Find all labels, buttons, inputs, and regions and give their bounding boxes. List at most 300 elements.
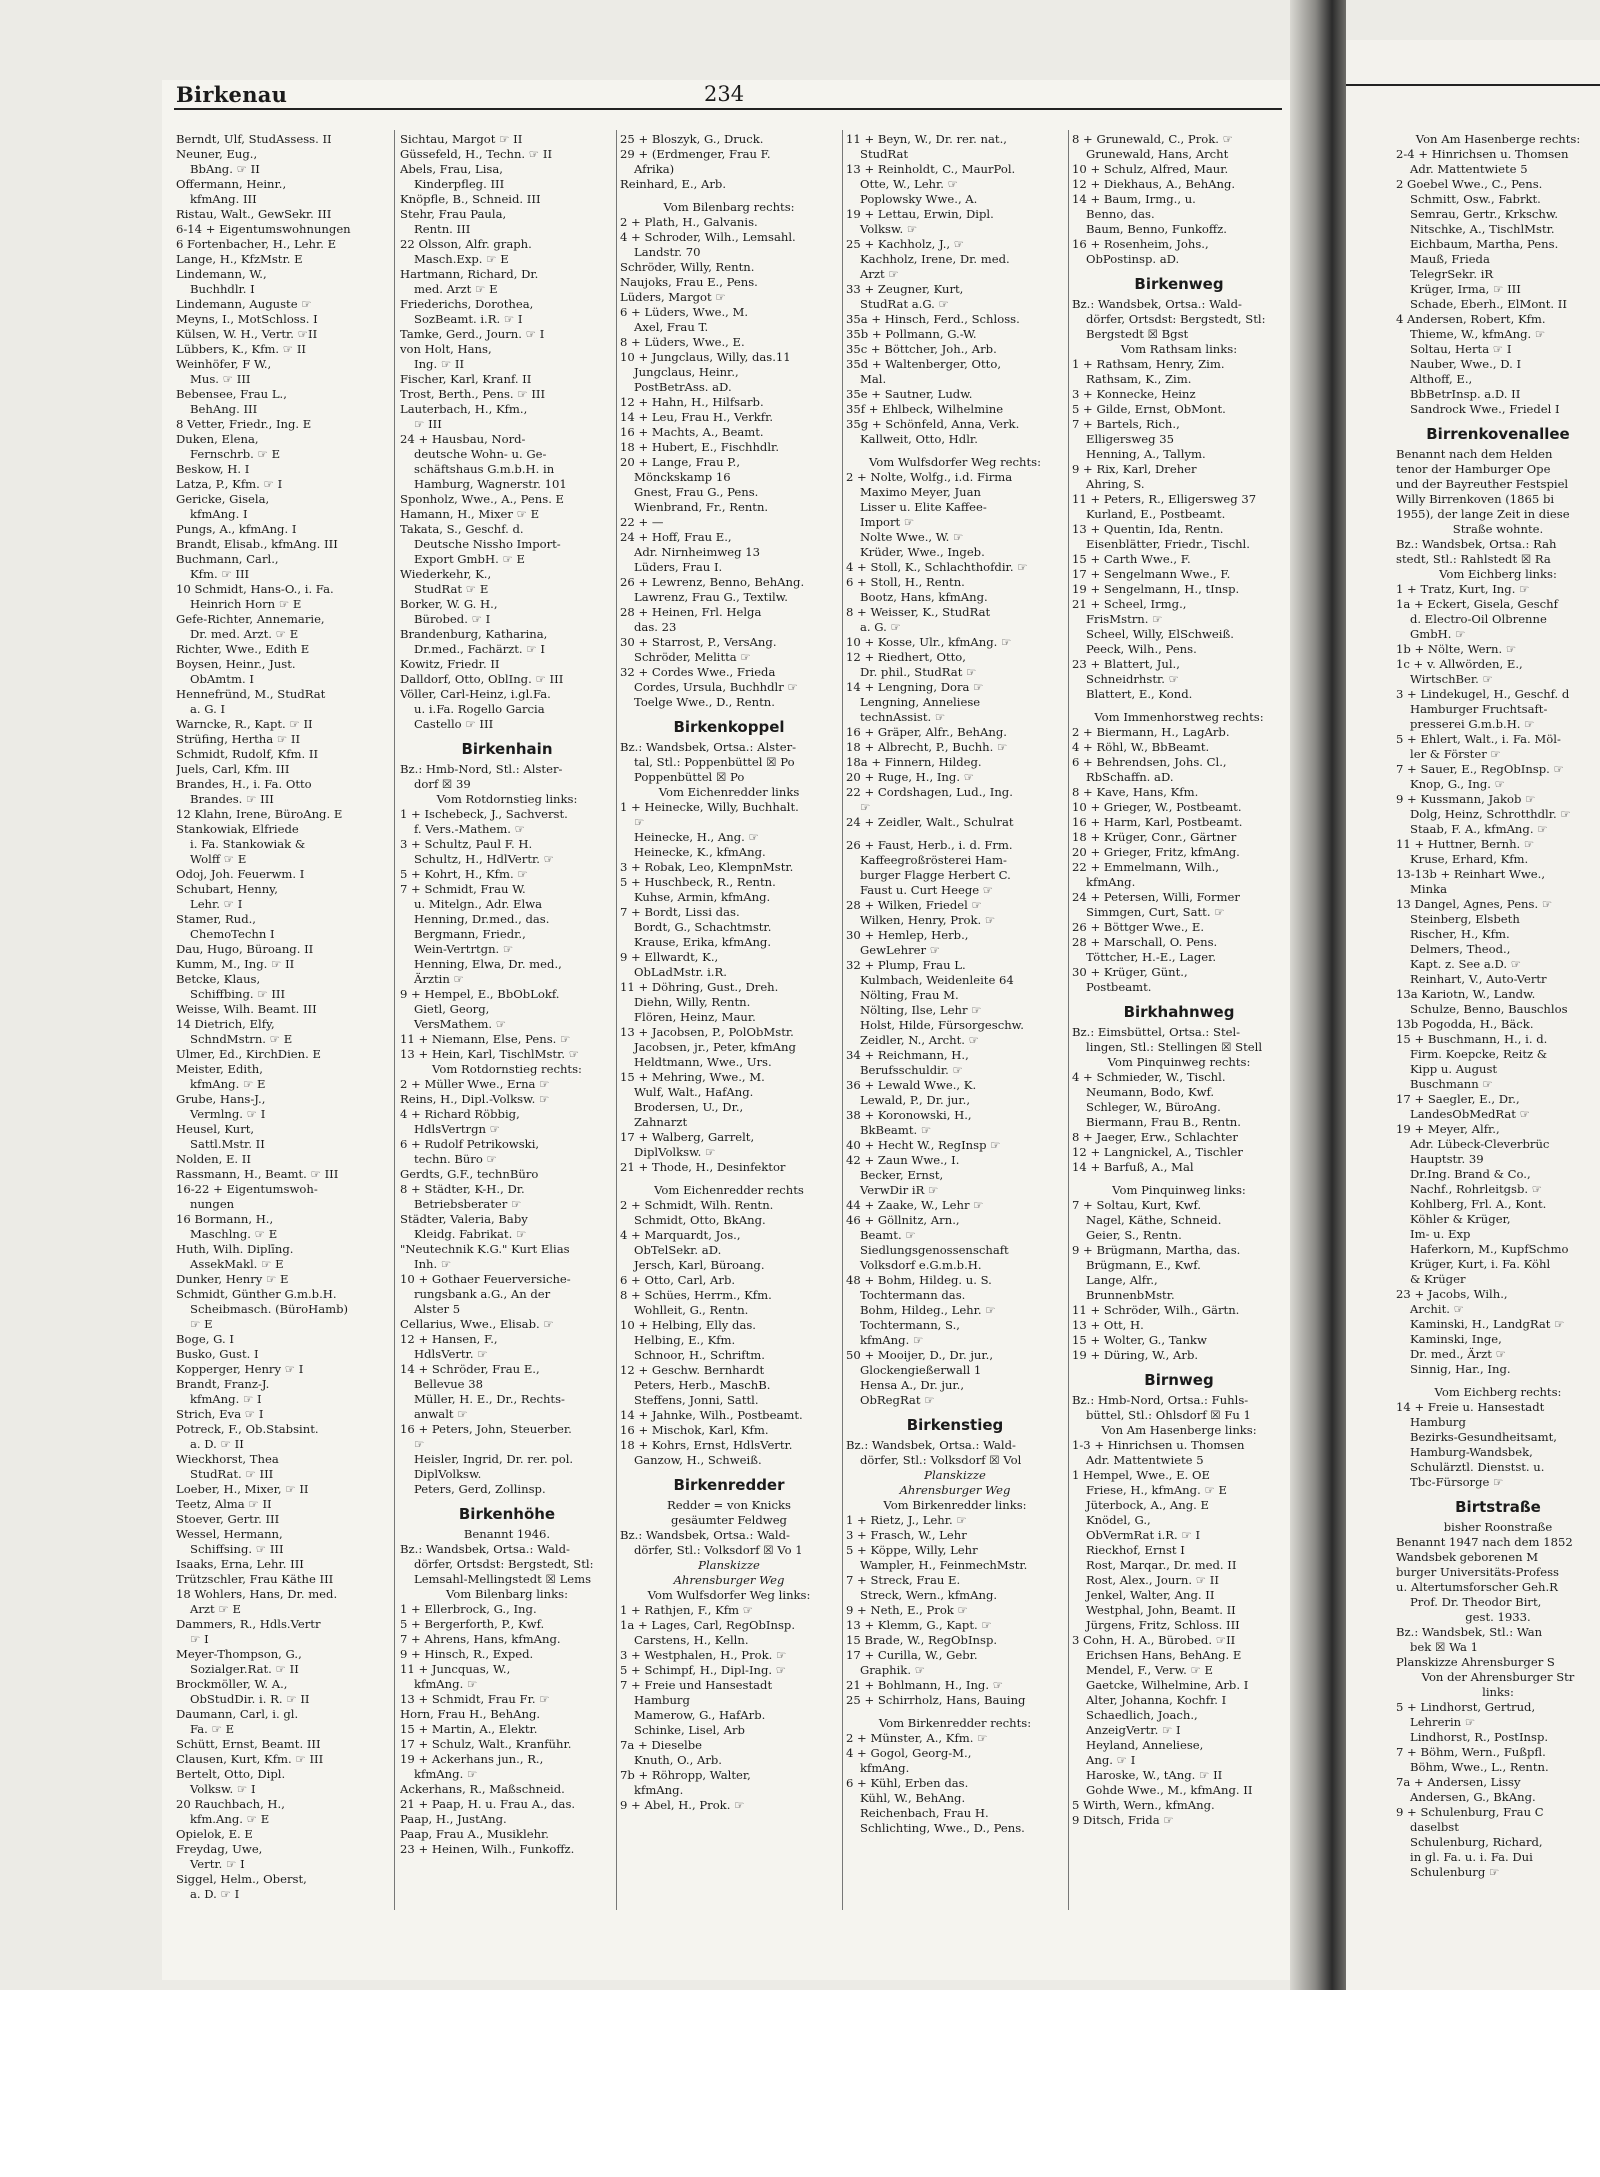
directory-entry-continuation: ☞ E — [190, 1317, 213, 1331]
directory-column-4 — [846, 132, 1064, 1836]
directory-entry: 28 + Heinen, Frl. Helga — [620, 605, 762, 619]
directory-entry: Planskizze Ahrensburger S — [1396, 1655, 1555, 1669]
directory-entry: 32 + Cordes Wwe., Frieda — [620, 665, 776, 679]
directory-entry: 13 + Schmidt, Frau Fr. ☞ — [400, 1692, 550, 1706]
directory-entry: Bebensee, Frau L., — [176, 387, 287, 401]
directory-entry: 16-22 + Eigentumswoh- — [176, 1182, 318, 1196]
directory-entry: Ristau, Walt., GewSekr. III — [176, 207, 332, 221]
street-heading: Birnweg — [1144, 1371, 1214, 1389]
column-rule — [1068, 130, 1069, 1910]
directory-entry-continuation: Rost, Marqar., Dr. med. II — [1086, 1558, 1237, 1572]
street-heading: Birkenkoppel — [673, 718, 785, 736]
directory-entry: Bz.: Wandsbek, Ortsa.: Wald- — [400, 1542, 570, 1556]
directory-entry: 25 + Schirrholz, Hans, Bauing — [846, 1693, 1026, 1707]
directory-entry-continuation: nungen — [190, 1197, 235, 1211]
directory-entry-continuation: a. G. I — [190, 702, 226, 716]
directory-entry: Meister, Edith, — [176, 1062, 263, 1076]
directory-entry-continuation: Volksw. ☞ — [860, 222, 918, 236]
directory-entry: Borker, W. G. H., — [400, 597, 498, 611]
directory-entry-continuation: Gaetcke, Wilhelmine, Arb. I — [1086, 1678, 1249, 1692]
directory-entry: 15 Brade, W., RegObInsp. — [846, 1633, 998, 1647]
directory-entry: 21 + Thode, H., Desinfektor — [620, 1160, 786, 1174]
directory-entry-continuation: HdlsVertr. ☞ — [414, 1347, 488, 1361]
directory-entry-continuation: GmbH. ☞ — [1410, 627, 1466, 641]
directory-entry-continuation: Ärztin ☞ — [414, 972, 464, 986]
directory-entry: 16 Bormann, H., — [176, 1212, 274, 1226]
directory-entry: u. Altertumsforscher Geh.R — [1396, 1580, 1558, 1594]
directory-entry-continuation: Steffens, Jonni, Sattl. — [634, 1393, 759, 1407]
directory-entry-continuation: Grunewald, Hans, Archt — [1086, 147, 1229, 161]
directory-entry-continuation: Fernschrb. ☞ E — [190, 447, 281, 461]
directory-entry: 14 + Leu, Frau H., Verkfr. — [620, 410, 774, 424]
directory-entry: Huth, Wilh. Diplīng. — [176, 1242, 294, 1256]
directory-entry: 35b + Pollmann, G.-W. — [846, 327, 977, 341]
spacer — [1396, 1377, 1600, 1385]
directory-entry-continuation: TelegrSekr. iR — [1410, 267, 1494, 281]
directory-entry-continuation: Diehn, Willy, Rentn. — [634, 995, 751, 1009]
directory-entry: Meyer-Thompson, G., — [176, 1647, 302, 1661]
directory-entry-continuation: Landstr. 70 — [634, 245, 701, 259]
directory-entry-continuation: Schnoor, H., Schriftm. — [634, 1348, 765, 1362]
directory-entry: 25 + Kachholz, J., ☞ — [846, 237, 965, 251]
spacer — [846, 447, 1064, 455]
directory-entry: 6 + Stoll, H., Rentn. — [846, 575, 965, 589]
directory-entry-continuation: Dr.med., Fachärzt. ☞ I — [414, 642, 545, 656]
directory-entry: 3 + Lindekugel, H., Geschf. d — [1396, 687, 1570, 701]
directory-entry: 13a Kariotn, W., Landw. — [1396, 987, 1536, 1001]
directory-entry-continuation: Soltau, Herta ☞ I — [1410, 342, 1512, 356]
section-label: gest. 1933. — [1465, 1610, 1531, 1624]
directory-entry-continuation: daselbst — [1410, 1820, 1459, 1834]
directory-entry-continuation: Steinberg, Elsbeth — [1410, 912, 1520, 926]
directory-entry: 18 + Krüger, Conr., Gärtner — [1072, 830, 1237, 844]
directory-entry: 16 + Rosenheim, Johs., — [1072, 237, 1209, 251]
directory-entry: 22 + — — [620, 515, 664, 529]
directory-entry: 8 Vetter, Friedr., Ing. E — [176, 417, 312, 431]
directory-entry-continuation: AnzeigVertr. ☞ I — [1086, 1723, 1181, 1737]
directory-entry-continuation: Hamburg-Wandsbek, — [1410, 1445, 1533, 1459]
directory-entry: Paap, Frau A., Musiklehr. — [400, 1827, 549, 1841]
directory-entry-continuation: Faust u. Curt Heege ☞ — [860, 883, 994, 897]
directory-entry: 8 + Schües, Herrm., Kfm. — [620, 1288, 772, 1302]
directory-entry: 15 + Mehring, Wwe., M. — [620, 1070, 765, 1084]
directory-entry-continuation: Castello ☞ III — [414, 717, 494, 731]
directory-entry-continuation: Rischer, H., Kfm. — [1410, 927, 1510, 941]
street-heading: Birkhahnweg — [1123, 1003, 1235, 1021]
directory-entry-continuation: Blattert, E., Kond. — [1086, 687, 1193, 701]
directory-entry: 28 + Wilken, Friedel ☞ — [846, 898, 982, 912]
directory-entry-continuation: Kapt. z. See a.D. ☞ — [1410, 957, 1522, 971]
directory-entry-continuation: Import ☞ — [860, 515, 915, 529]
directory-entry: 14 + Jahnke, Wilh., Postbeamt. — [620, 1408, 803, 1422]
directory-entry-continuation: Jenkel, Walter, Ang. II — [1086, 1588, 1215, 1602]
directory-entry-continuation: BkBeamt. ☞ — [860, 1123, 932, 1137]
directory-entry: 3 + Schultz, Paul F. H. — [400, 837, 533, 851]
directory-entry-continuation: Volksw. ☞ I — [190, 1782, 256, 1796]
directory-entry: Lüders, Margot ☞ — [620, 290, 726, 304]
directory-entry: Neuner, Eug., — [176, 147, 258, 161]
directory-entry-continuation: BbBetrInsp. a.D. II — [1410, 387, 1521, 401]
directory-entry-continuation: VersMathem. ☞ — [414, 1017, 507, 1031]
directory-entry: Berndt, Ulf, StudAssess. II — [176, 132, 332, 146]
directory-entry-continuation: dörfer, Ortsdst: Bergstedt, Stl: — [1086, 312, 1266, 326]
directory-entry: 13 Dangel, Agnes, Pens. ☞ — [1396, 897, 1553, 911]
directory-entry: 4 + Richard Röbbig, — [400, 1107, 520, 1121]
directory-entry-continuation: Wein-Vertrtgn. ☞ — [414, 942, 514, 956]
directory-entry-continuation: Bezirks-Gesundheitsamt, — [1410, 1430, 1557, 1444]
directory-entry-continuation: Adr. Lübeck-Cleverbrüc — [1410, 1137, 1550, 1151]
directory-entry-continuation: StudRat. ☞ III — [190, 1467, 274, 1481]
directory-entry-continuation: Krause, Erika, kfmAng. — [634, 935, 772, 949]
directory-entry: Lindemann, W., — [176, 267, 267, 281]
directory-entry-continuation: d. Electro-Oil Olbrenne — [1410, 612, 1547, 626]
directory-entry-continuation: Schmidt, Otto, BkAng. — [634, 1213, 766, 1227]
directory-entry: Dunker, Henry ☞ E — [176, 1272, 289, 1286]
directory-entry-continuation: Bürobed. ☞ I — [414, 612, 491, 626]
directory-entry: "Neutechnik K.G." Kurt Elias — [400, 1242, 570, 1256]
directory-entry: Heusel, Kurt, — [176, 1122, 255, 1136]
directory-entry-continuation: tal, Stl.: Poppenbüttel ☒ Po — [634, 755, 795, 769]
directory-entry: 24 + Petersen, Willi, Former — [1072, 890, 1240, 904]
directory-entry-continuation: Archit. ☞ — [1410, 1302, 1465, 1316]
directory-entry: 1 + Heinecke, Willy, Buchhalt. — [620, 800, 799, 814]
directory-entry: 11 + Peters, R., Elligersweg 37 — [1072, 492, 1257, 506]
directory-entry-continuation: ObAmtm. I — [190, 672, 254, 686]
directory-entry-continuation: kfm.Ang. ☞ E — [190, 1812, 270, 1826]
directory-entry-continuation: Schulärztl. Dienstst. u. — [1410, 1460, 1545, 1474]
directory-entry: Wessel, Hermann, — [176, 1527, 283, 1541]
directory-entry-continuation: Bordt, G., Schachtmstr. — [634, 920, 772, 934]
street-heading: Birrenkovenallee — [1426, 425, 1570, 443]
directory-entry-continuation: Ang. ☞ I — [1086, 1753, 1136, 1767]
directory-entry-continuation: Axel, Frau T. — [634, 320, 709, 334]
directory-entry: Bz.: Hmb-Nord, Ortsa.: Fuhls- — [1072, 1393, 1249, 1407]
book-spine-shadow — [1290, 0, 1346, 1990]
directory-entry-continuation: Schulenburg ☞ — [1410, 1865, 1500, 1879]
directory-entry-continuation: Nolte Wwe., W. ☞ — [860, 530, 964, 544]
directory-entry-continuation: GewLehrer ☞ — [860, 943, 941, 957]
directory-entry-continuation: Arzt ☞ — [860, 267, 899, 281]
directory-entry: stedt, Stl.: Rahlstedt ☒ Ra — [1396, 552, 1551, 566]
directory-entry: Trützschler, Frau Käthe III — [176, 1572, 334, 1586]
directory-entry-continuation: Henning, Dr.med., das. — [414, 912, 550, 926]
street-heading: Birkenhöhe — [458, 1505, 556, 1523]
directory-entry-continuation: Nachf., Rohrleitgsb. ☞ — [1410, 1182, 1543, 1196]
section-label: Vom Birkenredder links: — [883, 1498, 1027, 1512]
directory-entry: 9 Ditsch, Frida ☞ — [1072, 1813, 1174, 1827]
directory-entry-continuation: schäftshaus G.m.b.H. in — [414, 462, 555, 476]
directory-entry: Brandenburg, Katharina, — [400, 627, 548, 641]
directory-entry: Lübbers, K., Kfm. ☞ II — [176, 342, 307, 356]
directory-entry-continuation: Schröder, Melitta ☞ — [634, 650, 751, 664]
directory-entry: Latza, P., Kfm. ☞ I — [176, 477, 283, 491]
directory-entry-continuation: Semrau, Gertr., Krkschw. — [1410, 207, 1559, 221]
column-rule — [842, 130, 843, 1910]
directory-entry: 19 + Ackerhans jun., R., — [400, 1752, 544, 1766]
directory-entry-continuation: u. Mitelgn., Adr. Elwa — [414, 897, 543, 911]
directory-entry: Brockmöller, W. A., — [176, 1677, 288, 1691]
directory-entry-continuation: Nagel, Käthe, Schneid. — [1086, 1213, 1222, 1227]
directory-entry: 8 + Kave, Hans, Kfm. — [1072, 785, 1199, 799]
directory-entry: Grube, Hans-J., — [176, 1092, 266, 1106]
section-label: Vom Eichberg links: — [1439, 567, 1557, 581]
directory-entry: 12 + Diekhaus, A., BehAng. — [1072, 177, 1236, 191]
spacer — [620, 192, 838, 200]
directory-entry-continuation: Reinhart, V., Auto-Vertr — [1410, 972, 1547, 986]
directory-entry: 28 + Marschall, O. Pens. — [1072, 935, 1218, 949]
directory-entry: Stehr, Frau Paula, — [400, 207, 507, 221]
directory-entry: 2 + Schmidt, Wilh. Rentn. — [620, 1198, 774, 1212]
directory-entry: 11 + Juncquas, W., — [400, 1662, 511, 1676]
directory-entry-continuation: Nitschke, A., TischlMstr. — [1410, 222, 1555, 236]
directory-entry-continuation: Masch.Exp. ☞ E — [414, 252, 509, 266]
directory-entry-continuation: Betriebsberater ☞ — [414, 1197, 522, 1211]
directory-entry-continuation: Brandes. ☞ III — [190, 792, 274, 806]
section-label: Vom Rotdornstieg rechts: — [432, 1062, 582, 1076]
directory-entry: Ulmer, Ed., KirchDien. E — [176, 1047, 321, 1061]
directory-entry-continuation: kfmAng. ☞ — [414, 1677, 478, 1691]
directory-entry-continuation: Althoff, E., — [1410, 372, 1473, 386]
directory-entry: Boge, G. I — [176, 1332, 234, 1346]
directory-entry-continuation: FrisMstrn. ☞ — [1086, 612, 1163, 626]
directory-entry: Schütt, Ernst, Beamt. III — [176, 1737, 321, 1751]
directory-entry-continuation: Prof. Dr. Theodor Birt, — [1410, 1595, 1542, 1609]
directory-entry-continuation: Kfm. ☞ III — [190, 567, 250, 581]
section-label: Von Am Hasenberge rechts: — [1415, 132, 1581, 146]
directory-entry-continuation: Schiffbing. ☞ III — [190, 987, 286, 1001]
directory-entry: Wieckhorst, Thea — [176, 1452, 279, 1466]
directory-entry: 23 + Blattert, Jul., — [1072, 657, 1180, 671]
directory-entry: 6 + Behrendsen, Johs. Cl., — [1072, 755, 1227, 769]
directory-entry-continuation: Schleger, W., BüroAng. — [1086, 1100, 1221, 1114]
directory-entry: 23 + Jacobs, Wilh., — [1396, 1287, 1508, 1301]
section-label: Vom Birkenredder rechts: — [878, 1716, 1032, 1730]
directory-entry-continuation: Rathsam, K., Zim. — [1086, 372, 1192, 386]
directory-entry-continuation: Helbing, E., Kfm. — [634, 1333, 736, 1347]
directory-entry-continuation: i. Fa. Stankowiak & — [190, 837, 306, 851]
directory-entry: Willy Birrenkoven (1865 bi — [1396, 492, 1555, 506]
directory-entry: Bz.: Hmb-Nord, Stl.: Alster- — [400, 762, 563, 776]
section-label: Redder = von Knicks — [667, 1498, 791, 1512]
directory-entry: Weinhöfer, F W., — [176, 357, 272, 371]
directory-entry: 16 + Machts, A., Beamt. — [620, 425, 764, 439]
directory-entry: 5 + Ehlert, Walt., i. Fa. Möl- — [1396, 732, 1561, 746]
directory-entry-continuation: Zahnarzt — [634, 1115, 688, 1129]
directory-entry: 32 + Plump, Frau L. — [846, 958, 966, 972]
directory-entry: 5 + Bergerforth, P., Kwf. — [400, 1617, 545, 1631]
directory-entry: Reins, H., Dipl.-Volksw. ☞ — [400, 1092, 550, 1106]
directory-entry: 17 + Sengelmann Wwe., F. — [1072, 567, 1231, 581]
directory-entry-continuation: Im- u. Exp — [1410, 1227, 1471, 1241]
directory-entry: 13 + Klemm, G., Kapt. ☞ — [846, 1618, 992, 1632]
directory-entry-continuation: Westphal, John, Beamt. II — [1086, 1603, 1236, 1617]
street-heading: Birkenweg — [1134, 275, 1224, 293]
spacer — [1072, 702, 1286, 710]
directory-entry-continuation: ☞ III — [414, 417, 442, 431]
directory-entry-continuation: LandesObMedRat ☞ — [1410, 1107, 1531, 1121]
directory-entry: 9 + Rix, Karl, Dreher — [1072, 462, 1197, 476]
directory-entry-continuation: Wampler, H., FeinmechMstr. — [860, 1558, 1028, 1572]
directory-entry: 1 + Rathjen, F., Kfm ☞ — [620, 1603, 754, 1617]
spacer — [846, 1708, 1064, 1716]
facing-page-rule — [1346, 84, 1600, 86]
directory-entry: 1c + v. Allwörden, E., — [1396, 657, 1523, 671]
directory-entry-continuation: Adr. Mattentwiete 5 — [1410, 162, 1528, 176]
directory-entry: Lindemann, Auguste ☞ — [176, 297, 312, 311]
directory-entry-continuation: Buchhdlr. I — [190, 282, 255, 296]
directory-entry-continuation: ☞ I — [190, 1632, 209, 1646]
directory-entry: 15 + Wolter, G., Tankw — [1072, 1333, 1207, 1347]
directory-entry: 16 + Harm, Karl, Postbeamt. — [1072, 815, 1243, 829]
directory-entry: 14 + Schröder, Frau E., — [400, 1362, 540, 1376]
directory-entry: 14 + Freie u. Hansestadt — [1396, 1400, 1545, 1414]
directory-entry-continuation: Kallweit, Otto, Hdlr. — [860, 432, 978, 446]
directory-entry: 22 Olsson, Alfr. graph. — [400, 237, 532, 251]
directory-entry: 11 + Beyn, W., Dr. rer. nat., — [846, 132, 1007, 146]
directory-entry: 11 + Niemann, Else, Pens. ☞ — [400, 1032, 571, 1046]
directory-entry-continuation: & Krüger — [1410, 1272, 1466, 1286]
directory-entry: 4 + Stoll, K., Schlachthofdir. ☞ — [846, 560, 1028, 574]
facing-page-column — [1396, 132, 1600, 1880]
directory-entry: Kowitz, Friedr. II — [400, 657, 500, 671]
directory-entry: 20 + Ruge, H., Ing. ☞ — [846, 770, 975, 784]
directory-entry: 12 Klahn, Irene, BüroAng. E — [176, 807, 343, 821]
directory-entry: Naujoks, Frau E., Pens. — [620, 275, 758, 289]
directory-entry: 40 + Hecht W., RegInsp ☞ — [846, 1138, 1001, 1152]
directory-entry-continuation: Lengning, Anneliese — [860, 695, 981, 709]
directory-entry-continuation: StudRat ☞ E — [414, 582, 489, 596]
directory-entry-continuation: Scheel, Willy, ElSchweiß. — [1086, 627, 1234, 641]
directory-entry-continuation: Köhler & Krüger, — [1410, 1212, 1511, 1226]
directory-entry-continuation: Hamburg — [1410, 1415, 1466, 1429]
directory-column-3 — [620, 132, 838, 1813]
directory-entry: Ackerhans, R., Maßschneid. — [400, 1782, 565, 1796]
directory-entry: 14 Dietrich, Elfy, — [176, 1017, 275, 1031]
directory-entry-continuation: anwalt ☞ — [414, 1407, 468, 1421]
directory-entry-continuation: Streck, Wern., kfmAng. — [860, 1588, 998, 1602]
directory-entry: Schmidt, Günther G.m.b.H. — [176, 1287, 337, 1301]
directory-entry: Pungs, A., kfmAng. I — [176, 522, 297, 536]
directory-entry-continuation: Heinecke, K., kfmAng. — [634, 845, 766, 859]
directory-entry: 19 + Meyer, Alfr., — [1396, 1122, 1500, 1136]
directory-entry-continuation: dorf ☒ 39 — [414, 777, 471, 791]
directory-entry-continuation: Wienbrand, Fr., Rentn. — [634, 500, 769, 514]
directory-entry-continuation: Maschlng. ☞ E — [190, 1227, 278, 1241]
directory-entry: Friederichs, Dorothea, — [400, 297, 534, 311]
directory-entry: Abels, Frau, Lisa, — [400, 162, 503, 176]
directory-entry-continuation: Glockengießerwall 1 — [860, 1363, 982, 1377]
directory-entry-continuation: a. D. ☞ I — [190, 1887, 240, 1901]
directory-entry-continuation: kfmAng. — [634, 1783, 684, 1797]
directory-entry: 48 + Bohm, Hildeg. u. S. — [846, 1273, 992, 1287]
directory-entry: 14 + Barfuß, A., Mal — [1072, 1160, 1194, 1174]
directory-entry-continuation: Mendel, F., Verw. ☞ E — [1086, 1663, 1214, 1677]
directory-entry-continuation: Afrika) — [634, 162, 675, 176]
directory-entry-continuation: Postbeamt. — [1086, 980, 1152, 994]
directory-entry-continuation: Töttcher, H.-E., Lager. — [1086, 950, 1217, 964]
section-label: Vom Eichenredder rechts — [654, 1183, 804, 1197]
directory-entry: 6 + Lüders, Wwe., M. — [620, 305, 749, 319]
directory-entry: Betcke, Klaus, — [176, 972, 261, 986]
section-label: Vom Bilenbarg rechts: — [663, 200, 795, 214]
directory-entry: 7a + Dieselbe — [620, 1738, 703, 1752]
directory-entry-continuation: Reichenbach, Frau H. — [860, 1806, 989, 1820]
directory-entry-continuation: Buschmann ☞ — [1410, 1077, 1493, 1091]
directory-entry: 7 + Streck, Frau E. — [846, 1573, 961, 1587]
directory-entry: Meyns, I., MotSchloss. I — [176, 312, 318, 326]
directory-entry-continuation: kfmAng. ☞ — [414, 1767, 478, 1781]
directory-entry: 14 + Baum, Irmg., u. — [1072, 192, 1196, 206]
directory-entry-continuation: BbAng. ☞ II — [190, 162, 260, 176]
directory-entry-continuation: Kruse, Erhard, Kfm. — [1410, 852, 1529, 866]
directory-entry: 5 Wirth, Wern., kfmAng. — [1072, 1798, 1215, 1812]
directory-entry-continuation: Bellevue 38 — [414, 1377, 483, 1391]
section-label: Von der Ahrensburger Str — [1421, 1670, 1575, 1684]
directory-entry-continuation: Export GmbH. ☞ E — [414, 552, 525, 566]
directory-entry-continuation: Knuth, O., Arb. — [634, 1753, 722, 1767]
directory-entry: burger Universitäts-Profess — [1396, 1565, 1559, 1579]
directory-entry: 16 + Gräper, Alfr., BehAng. — [846, 725, 1007, 739]
section-label: Vom Pinquinweg rechts: — [1107, 1055, 1251, 1069]
directory-entry: 17 + Walberg, Garrelt, — [620, 1130, 755, 1144]
directory-entry-continuation: Knop, G., Ing. ☞ — [1410, 777, 1506, 791]
directory-entry: 14 + Lengning, Dora ☞ — [846, 680, 984, 694]
directory-entry-continuation: Adr. Mattentwiete 5 — [1086, 1453, 1204, 1467]
directory-entry-continuation: Poppenbüttel ☒ Po — [634, 770, 745, 784]
directory-entry-continuation: ☞ — [860, 800, 871, 814]
directory-entry: 46 + Göllnitz, Arn., — [846, 1213, 960, 1227]
directory-entry-continuation: Krüder, Wwe., Ingeb. — [860, 545, 985, 559]
directory-entry-continuation: Knödel, G., — [1086, 1513, 1151, 1527]
directory-entry: 5 + Huschbeck, R., Rentn. — [620, 875, 776, 889]
directory-entry-continuation: burger Flagge Herbert C. — [860, 868, 1011, 882]
directory-entry-continuation: Friese, H., kfmAng. ☞ E — [1086, 1483, 1227, 1497]
spacer — [620, 1175, 838, 1183]
directory-entry: 1 + Rathsam, Henry, Zim. — [1072, 357, 1225, 371]
directory-entry: Völler, Carl-Heinz, i.gl.Fa. — [400, 687, 551, 701]
directory-entry-continuation: kfmAng. I — [190, 507, 248, 521]
directory-entry-continuation: Heisler, Ingrid, Dr. rer. pol. — [414, 1452, 574, 1466]
directory-entry: Weisse, Wilh. Beamt. III — [176, 1002, 317, 1016]
directory-entry: Odoj, Joh. Feuerwm. I — [176, 867, 305, 881]
directory-entry-continuation: Peters, Herb., MaschB. — [634, 1378, 771, 1392]
directory-entry-continuation: HdlsVertrgn ☞ — [414, 1122, 501, 1136]
directory-entry-continuation: Dolg, Heinz, Schrotthdlr. ☞ — [1410, 807, 1571, 821]
directory-entry: 30 + Hemlep, Herb., — [846, 928, 969, 942]
directory-entry: 18 + Hubert, E., Fischhdlr. — [620, 440, 780, 454]
directory-entry-continuation: VerwDir iR ☞ — [860, 1183, 939, 1197]
directory-entry-continuation: Jersch, Karl, Büroang. — [634, 1258, 765, 1272]
directory-entry-continuation: f. Vers.-Mathem. ☞ — [414, 822, 526, 836]
directory-entry: 35g + Schönfeld, Anna, Verk. — [846, 417, 1020, 431]
directory-entry: 29 + (Erdmenger, Frau F. — [620, 147, 771, 161]
directory-entry: Siggel, Helm., Oberst, — [176, 1872, 307, 1886]
directory-entry-continuation: Kaffeegroßrösterei Ham- — [860, 853, 1007, 867]
directory-entry: 21 + Bohlmann, H., Ing. ☞ — [846, 1678, 1004, 1692]
directory-entry-continuation: Holst, Hilde, Fürsorgeschw. — [860, 1018, 1024, 1032]
directory-entry: 8 + Städter, K-H., Dr. — [400, 1182, 525, 1196]
directory-entry-continuation: Flören, Heinz, Maur. — [634, 1010, 756, 1024]
directory-entry: Fischer, Karl, Kranf. II — [400, 372, 532, 386]
directory-entry-continuation: SozBeamt. i.R. ☞ I — [414, 312, 523, 326]
directory-entry: Hamann, H., Mixer ☞ E — [400, 507, 540, 521]
street-heading: Birkenhain — [461, 740, 553, 758]
directory-entry: Gerdts, G.F., technBüro — [400, 1167, 539, 1181]
directory-entry-continuation: Sandrock Wwe., Friedel I — [1410, 402, 1560, 416]
directory-entry-continuation: Tochtermann das. — [860, 1288, 966, 1302]
directory-entry-continuation: Schade, Eberh., ElMont. II — [1410, 297, 1567, 311]
directory-entry: 13 + Ott, H. — [1072, 1318, 1144, 1332]
